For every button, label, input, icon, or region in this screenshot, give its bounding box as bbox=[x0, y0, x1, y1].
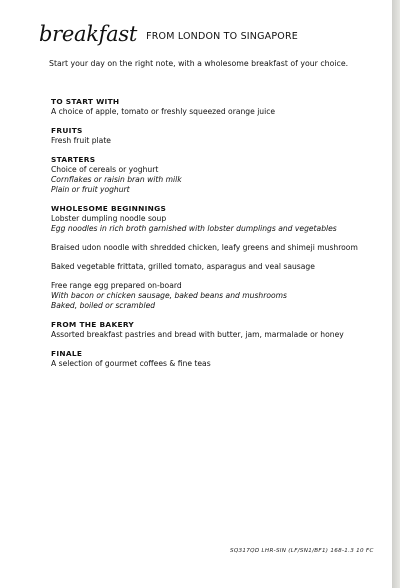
menu-item bbox=[51, 243, 381, 253]
route-title: FROM LONDON TO SINGAPORE bbox=[146, 31, 298, 42]
section-heading: WHOLESOME BEGINNINGS bbox=[51, 204, 167, 213]
menu-item bbox=[51, 107, 381, 117]
menu-sections bbox=[51, 97, 381, 378]
menu-item bbox=[51, 214, 381, 234]
menu-section bbox=[51, 204, 381, 311]
dish-name: Free range egg prepared on-board bbox=[51, 281, 182, 290]
page-edge bbox=[392, 0, 400, 588]
section-heading: FINALE bbox=[51, 349, 83, 358]
dish-description: Cornflakes or raisin bran with milk bbox=[51, 175, 182, 184]
menu-section bbox=[51, 349, 381, 369]
menu-item bbox=[51, 165, 381, 195]
menu-item bbox=[51, 330, 381, 340]
dish-description: Plain or fruit yoghurt bbox=[51, 185, 130, 194]
dish-name: Lobster dumpling noodle soup bbox=[51, 214, 167, 223]
dish-description: Egg noodles in rich broth garnished with lobster dumplings and vegetables bbox=[51, 224, 337, 233]
section-heading: FRUITS bbox=[51, 126, 83, 135]
menu-item bbox=[51, 281, 381, 311]
section-heading: STARTERS bbox=[51, 155, 96, 164]
dish-name: Choice of cereals or yoghurt bbox=[51, 165, 159, 174]
dish-description: Baked, boiled or scrambled bbox=[51, 301, 156, 310]
section-heading: TO START WITH bbox=[51, 97, 120, 106]
menu-item bbox=[51, 136, 381, 146]
menu-section bbox=[51, 320, 381, 340]
breakfast-logo: breakfast bbox=[39, 22, 137, 46]
dish-name: A selection of gourmet coffees & fine teas bbox=[51, 359, 211, 368]
intro-text: Start your day on the right note, with a wholesome breakfast of your choice. bbox=[49, 59, 349, 68]
dish-name: Assorted breakfast pastries and bread with butter, jam, marmalade or honey bbox=[51, 330, 344, 339]
dish-name: Baked vegetable frittata, grilled tomato, asparagus and veal sausage bbox=[51, 262, 315, 271]
dish-name: Fresh fruit plate bbox=[51, 136, 111, 145]
dish-description: With bacon or chicken sausage, baked beans and mushrooms bbox=[51, 291, 287, 300]
menu-item bbox=[51, 359, 381, 369]
section-heading: FROM THE BAKERY bbox=[51, 320, 135, 329]
dish-name: Braised udon noodle with shredded chicken, leafy greens and shimeji mushroom bbox=[51, 243, 358, 252]
menu-section bbox=[51, 126, 381, 146]
menu-code: SQ317QD LHR-SIN (LF/SN1/BF1) 168-1.3 10 FC bbox=[230, 548, 374, 554]
menu-header bbox=[39, 22, 298, 46]
menu-section bbox=[51, 97, 381, 117]
dish-name: A choice of apple, tomato or freshly squeezed orange juice bbox=[51, 107, 276, 116]
menu-section bbox=[51, 155, 381, 195]
menu-item bbox=[51, 262, 381, 272]
